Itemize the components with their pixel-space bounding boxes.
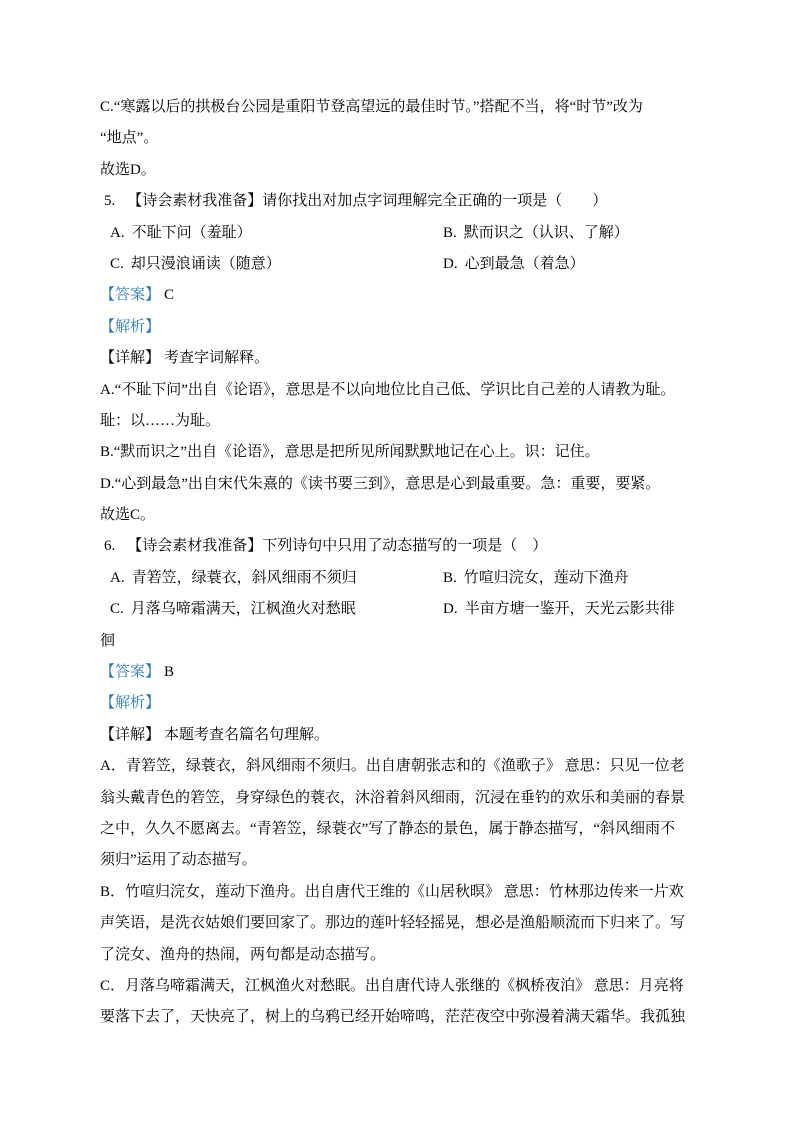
- q6-number: 6.: [104, 538, 116, 555]
- q5-option-b-label: B.: [443, 224, 457, 241]
- q6-detail-text: 本题考查名篇名句理解。: [164, 726, 330, 743]
- q5-option-c-text: 却只漫浪诵读（随意）: [130, 255, 281, 272]
- q5-option-b-text: 默而识之（认识、了解）: [463, 224, 629, 241]
- q6-option-a: [110, 563, 443, 594]
- q5-analysis-label: 【解析】: [100, 318, 161, 335]
- q6-theme-tag: 【诗会素材我准备】: [127, 538, 263, 555]
- q5-option-b: [443, 218, 700, 249]
- q6-explanation-c-line-1: C．月落乌啼霜满天，江枫渔火对愁眠。出自唐代诗人张继的《枫桥夜泊》 意思：月亮将: [100, 977, 684, 994]
- q6-option-d-text: 半亩方塘一鉴开，天光云影共徘: [464, 601, 675, 618]
- q6-option-c-text: 月落乌啼霜满天，江枫渔火对愁眠: [130, 601, 356, 618]
- q6-analysis-line: [100, 688, 700, 719]
- q4-option-c-analysis-line-2: “地点”。: [100, 130, 159, 147]
- q6-option-c: [110, 594, 443, 625]
- q6-stem-text: 下列诗句中只用了动态描写的一项是（ ）: [262, 538, 548, 555]
- q5-stem-text: 请你找出对加点字词理解完全正确的一项是（ ）: [262, 193, 608, 210]
- q6-option-a-label: A.: [110, 569, 125, 586]
- q6-detail-label: 【详解】: [100, 726, 161, 743]
- q6-option-d-label: D.: [443, 601, 458, 618]
- q5-detail-text: 考查字词解释。: [164, 350, 270, 367]
- q6-explanation-b-line-2: 声笑语，是洗衣姑娘们要回家了。那边的莲叶轻轻摇晃，想必是渔船顺流而下归来了。写: [100, 915, 686, 932]
- q4-conclusion: 故选D。: [100, 161, 156, 178]
- q6-explanation-a-line-4: 须归”运用了动态描写。: [100, 852, 257, 869]
- q5-option-a-text: 不耻下问（羞耻）: [131, 224, 252, 241]
- q5-option-d-label: D.: [443, 255, 458, 272]
- q6-detail-line: [100, 720, 700, 751]
- q6-analysis-label: 【解析】: [100, 695, 161, 712]
- q6-explanation-b-line-3: 了浣女、渔舟的热闹，两句都是动态描写。: [100, 946, 386, 963]
- q5-detail-line: [100, 343, 700, 374]
- q5-conclusion: 故选C。: [100, 507, 156, 524]
- q5-number: 5.: [104, 193, 116, 210]
- q5-option-c-label: C.: [110, 255, 124, 272]
- q6-answer-line: [100, 657, 700, 688]
- q5-theme-tag: 【诗会素材我准备】: [127, 193, 263, 210]
- q5-options-row-2: [100, 249, 700, 280]
- q6-answer-label: 【答案】: [100, 664, 161, 681]
- q6-explanation-a-line-3: 之中，久久不愿离去。“青箬笠，绿蓑衣”写了静态的景色，属于静态描写，“斜风细雨不: [100, 820, 675, 837]
- q6-stem-line: [100, 531, 700, 562]
- document-content: [100, 92, 700, 1034]
- q6-options-row-2: [100, 594, 700, 625]
- q6-answer-value: B: [164, 664, 175, 681]
- q5-stem-line: [100, 186, 700, 217]
- q6-explanation-b-line-1: B．竹喧归浣女，莲动下渔舟。出自唐代王维的《山居秋暝》 意思：竹林那边传来一片欢: [100, 883, 684, 900]
- q6-option-b-label: B.: [443, 569, 457, 586]
- q6-explanation-a-line-1: A．青箬笠，绿蓑衣，斜风细雨不须归。出自唐朝张志和的《渔歌子》 意思：只见一位老: [100, 758, 685, 775]
- q5-explanation-d: D.“心到最急”出自宋代朱熹的《读书要三到》，意思是心到最重要。急：重要，要紧。: [100, 475, 661, 492]
- q6-options-row-1: [100, 563, 700, 594]
- q6-option-b: [443, 563, 700, 594]
- q6-explanation-c-line-2: 要落下去了，天快亮了，树上的乌鸦已经开始啼鸣，茫茫夜空中弥漫着满天霜华。我孤独: [100, 1009, 686, 1026]
- q5-answer-value: C: [164, 287, 175, 304]
- q5-answer-label: 【答案】: [100, 287, 161, 304]
- q6-option-a-text: 青箬笠，绿蓑衣，斜风细雨不须归: [131, 569, 357, 586]
- q5-option-a-label: A.: [110, 224, 125, 241]
- q6-explanation-a-line-2: 翁头戴青色的箬笠，身穿绿色的蓑衣，沐浴着斜风细雨，沉浸在垂钓的欢乐和美丽的春景: [100, 789, 686, 806]
- q5-explanation-a-note: 耻：以……为耻。: [100, 412, 221, 429]
- q5-option-a: [110, 218, 443, 249]
- q5-answer-line: [100, 280, 700, 311]
- q6-option-d-wrap: 徊: [100, 632, 116, 649]
- q5-explanation-b: B.“默而识之”出自《论语》，意思是把所见所闻默默地记在心上。识：记住。: [100, 444, 600, 461]
- q6-option-d: [443, 594, 700, 625]
- q5-option-c: [110, 249, 443, 280]
- q5-options-row-1: [100, 218, 700, 249]
- q5-detail-label: 【详解】: [100, 350, 161, 367]
- q6-option-b-text: 竹喧归浣女，莲动下渔舟: [463, 569, 629, 586]
- q5-analysis-line: [100, 312, 700, 343]
- q4-option-c-analysis-line-1: C.“寒露以后的拱极台公园是重阳节登高望远的最佳时节。”搭配不当，将“时节”改为: [100, 99, 643, 115]
- q5-option-d: [443, 249, 700, 280]
- q5-option-d-text: 心到最急（着急）: [464, 255, 585, 272]
- q6-option-c-label: C.: [110, 601, 124, 618]
- q5-explanation-a: A.“不耻下问”出自《论语》，意思是不以向地位比自己低、学识比自己差的人请教为耻。: [100, 381, 676, 398]
